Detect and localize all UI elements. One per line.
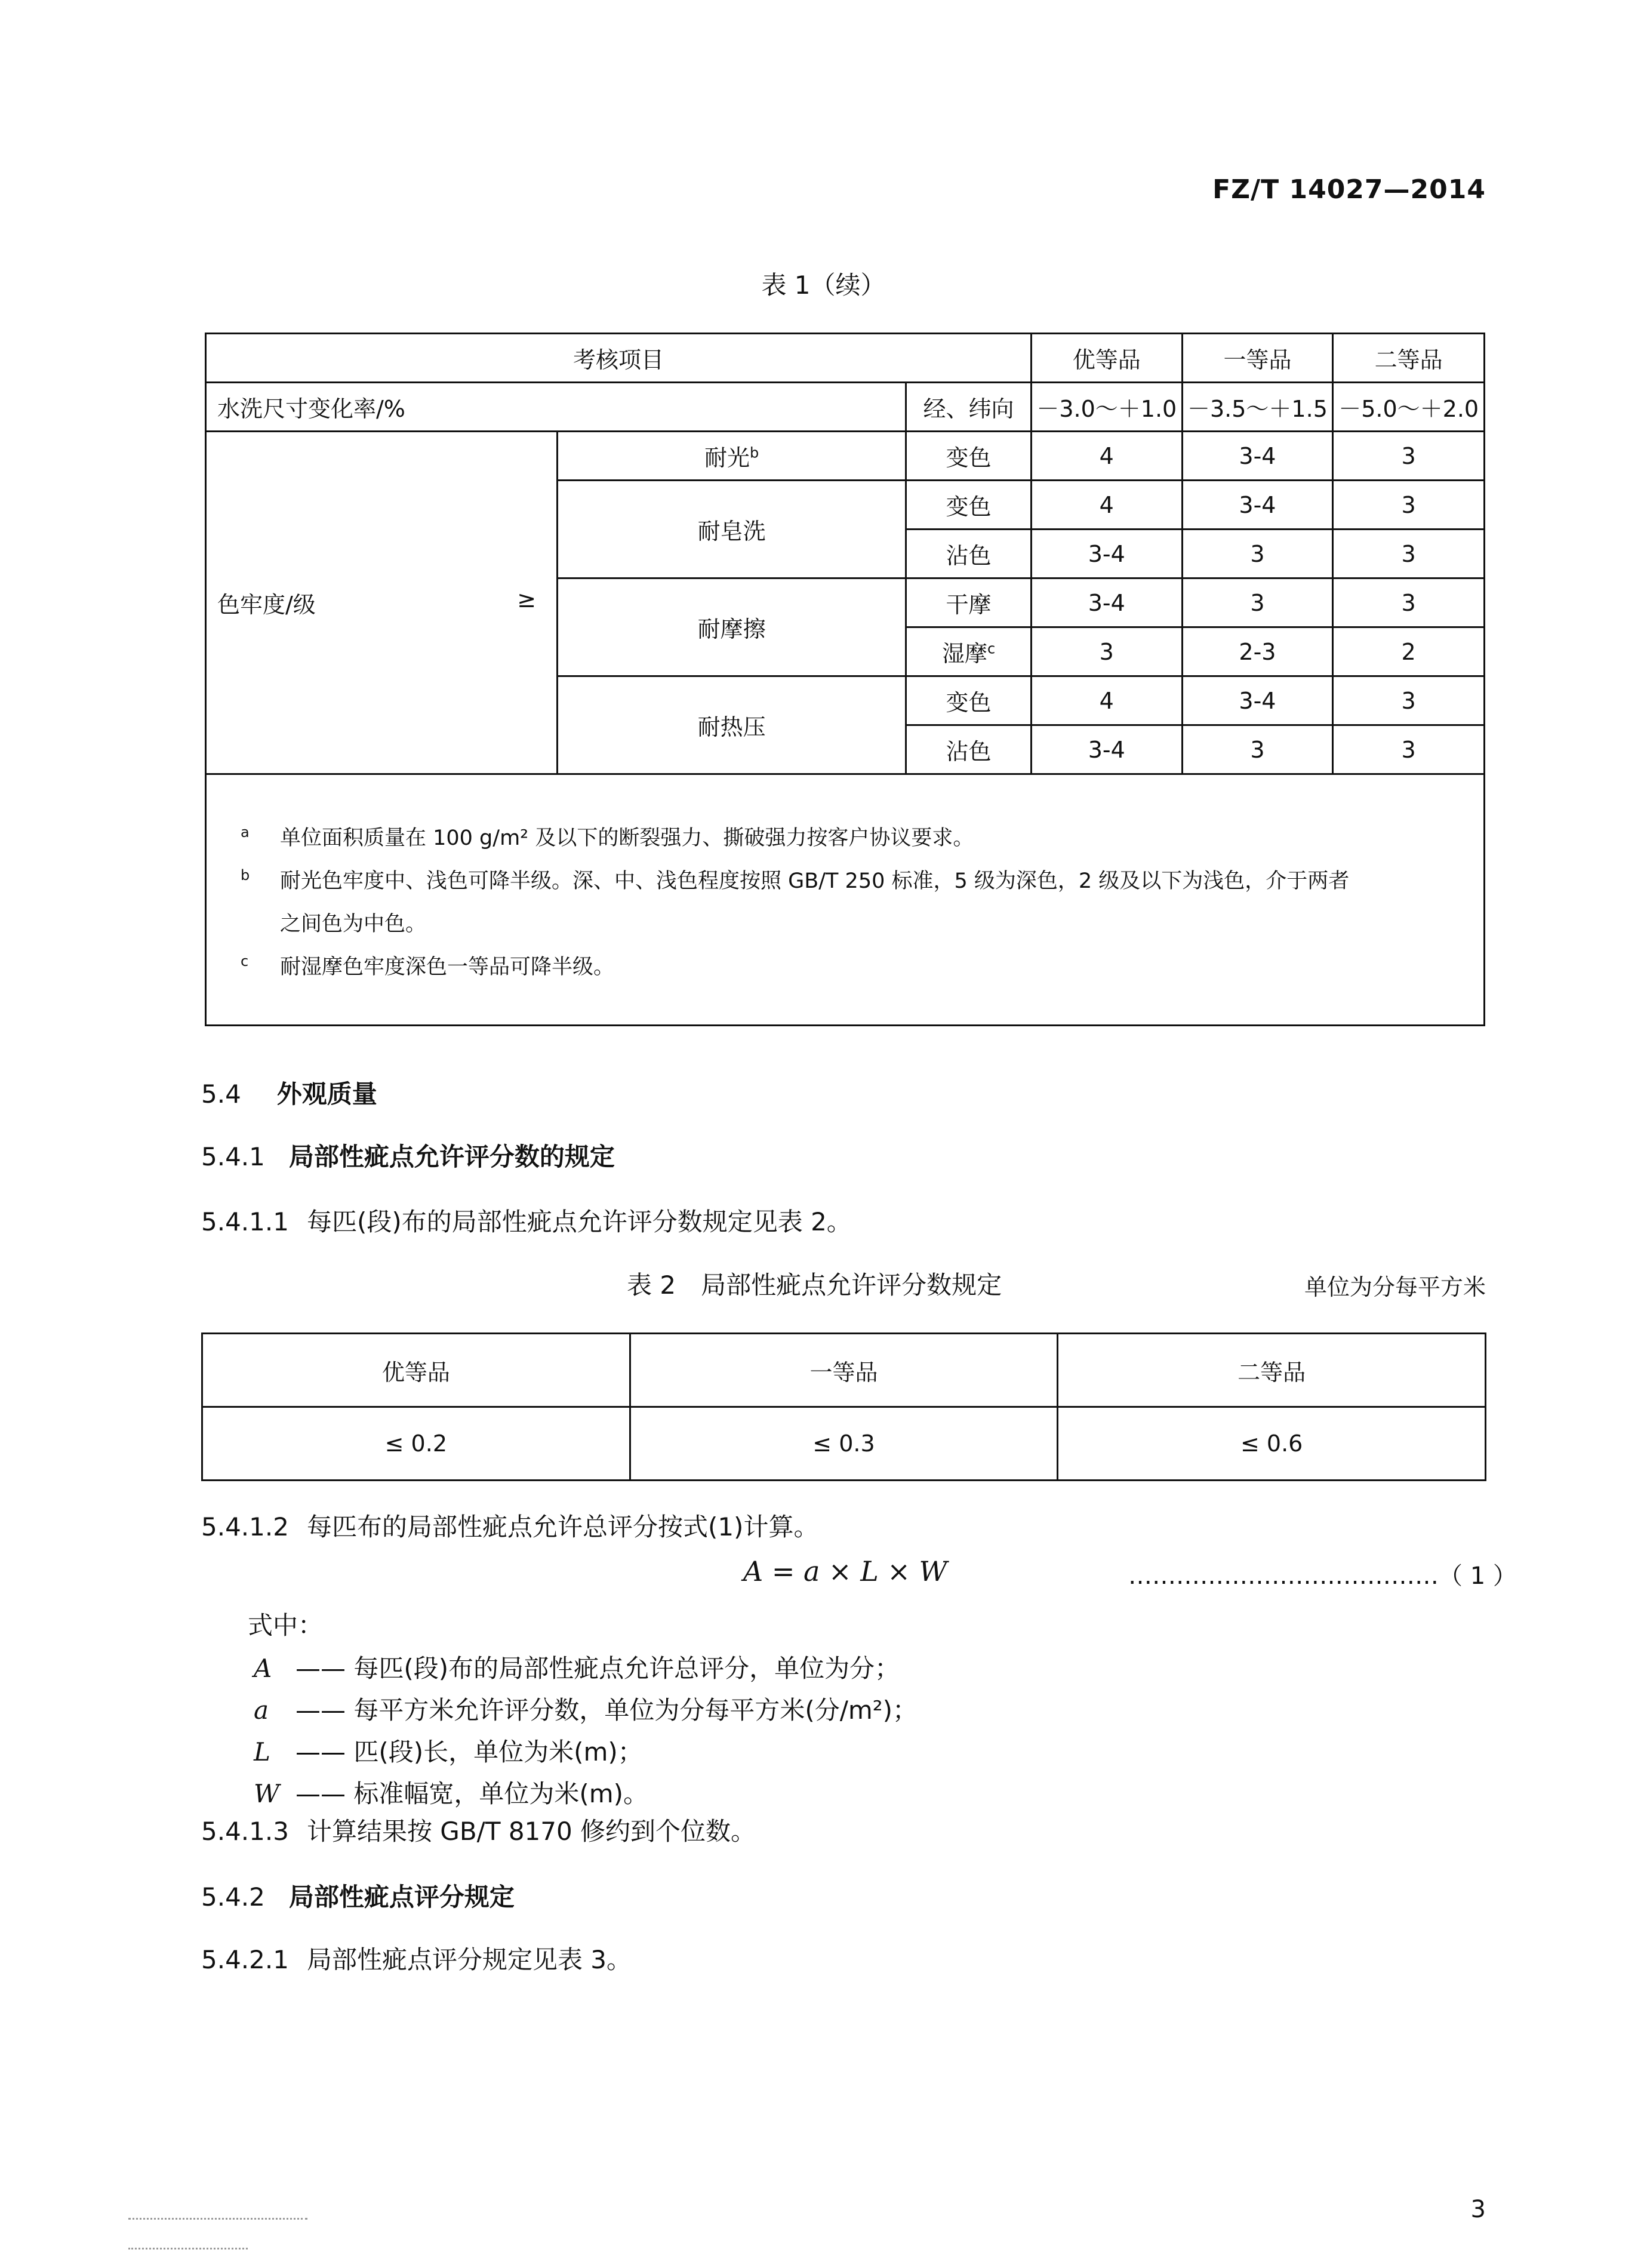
document-code: FZ/T 14027—2014 bbox=[1212, 174, 1486, 205]
def-A-symbol: A bbox=[254, 1654, 272, 1683]
rub-dry-g1: 3-4 bbox=[1031, 578, 1182, 627]
rub-dry-g2: 3 bbox=[1182, 578, 1333, 627]
header-grade-2: 一等品 bbox=[1182, 334, 1333, 383]
def-L-text: —— 匹(段)长，单位为米(m)； bbox=[295, 1737, 643, 1767]
hot-change-label: 变色 bbox=[906, 676, 1032, 725]
shrinkage-label: 水洗尺寸变化率/% bbox=[206, 383, 906, 432]
row-notes bbox=[206, 774, 1485, 1026]
table2 bbox=[201, 1333, 1486, 1481]
table2-unit: 单位为分每平方米 bbox=[1304, 1274, 1486, 1300]
table2-value-g2: ≤ 0.3 bbox=[630, 1407, 1058, 1481]
note-a-text: 单位面积质量在 100 g/m² 及以下的断裂强力、撕破强力按客户协议要求。 bbox=[280, 826, 974, 850]
footnote-b-mark: b bbox=[750, 444, 759, 461]
table2-header-g3: 二等品 bbox=[1058, 1334, 1486, 1407]
clause-5-4-1-3-num: 5.4.1.3 bbox=[201, 1817, 289, 1846]
hot-change-g1: 4 bbox=[1031, 676, 1182, 725]
note-a bbox=[241, 817, 1460, 860]
light-change-label: 变色 bbox=[906, 432, 1032, 481]
def-W-symbol: W bbox=[254, 1779, 280, 1808]
formula-definitions bbox=[254, 1648, 918, 1815]
shrinkage-g1: －3.0～＋1.0 bbox=[1031, 383, 1182, 432]
soap-change-g1: 4 bbox=[1031, 481, 1182, 530]
def-W-text: —— 标准幅宽，单位为米(m)。 bbox=[295, 1779, 649, 1808]
rub-label: 耐摩擦 bbox=[558, 578, 906, 676]
def-a bbox=[254, 1690, 918, 1731]
light-change-g2: 3-4 bbox=[1182, 432, 1333, 481]
fastness-label: 色牢度/级 bbox=[217, 592, 316, 618]
rub-wet-label: 湿摩$^c$ bbox=[906, 627, 1032, 676]
soap-change-label: 变色 bbox=[906, 481, 1032, 530]
row-shrinkage bbox=[206, 383, 1485, 432]
formula-1: A = a × L × W bbox=[743, 1555, 947, 1587]
shrinkage-g2: －3.5～＋1.5 bbox=[1182, 383, 1333, 432]
clause-5-4-1-2-text: 每匹布的局部性疵点允许总评分按式(1)计算。 bbox=[306, 1512, 819, 1541]
soap-stain-g2: 3 bbox=[1182, 530, 1333, 578]
def-A-text: —— 每匹(段)布的局部性疵点允许总评分，单位为分； bbox=[295, 1654, 900, 1683]
def-L bbox=[254, 1731, 918, 1773]
table1-notes bbox=[206, 774, 1485, 1026]
rub-wet-g1: 3 bbox=[1031, 627, 1182, 676]
formula-1-number: …………………………………（ 1 ） bbox=[1128, 1562, 1517, 1590]
table2-value-g1: ≤ 0.2 bbox=[202, 1407, 630, 1481]
hot-stain-g2: 3 bbox=[1182, 725, 1333, 774]
soap-label: 耐皂洗 bbox=[558, 481, 906, 578]
clause-5-4-1-2 bbox=[201, 1507, 818, 1543]
hot-stain-g3: 3 bbox=[1333, 725, 1485, 774]
soap-stain-label: 沾色 bbox=[906, 530, 1032, 578]
def-A bbox=[254, 1648, 918, 1690]
table2-header-g1: 优等品 bbox=[202, 1334, 630, 1407]
def-W bbox=[254, 1773, 918, 1815]
rub-wet-g2: 2-3 bbox=[1182, 627, 1333, 676]
table1 bbox=[205, 333, 1485, 1026]
soap-stain-g1: 3-4 bbox=[1031, 530, 1182, 578]
heading-5-4-1-num: 5.4.1 bbox=[201, 1142, 265, 1171]
note-c-text: 耐湿摩色牢度深色一等品可降半级。 bbox=[280, 955, 615, 979]
def-a-text: —— 每平方米允许评分数，单位为分每平方米(分/m²)； bbox=[295, 1695, 918, 1725]
scan-artifact-line-2 bbox=[128, 2248, 248, 2249]
clause-5-4-1-3-text: 计算结果按 GB/T 8170 修约到个位数。 bbox=[306, 1817, 756, 1846]
clause-5-4-2-1-text: 局部性疵点评分规定见表 3。 bbox=[306, 1945, 632, 1974]
heading-5-4 bbox=[201, 1075, 377, 1110]
fastness-label-cell bbox=[206, 432, 558, 774]
scan-artifact-line-1 bbox=[128, 2218, 307, 2220]
soap-change-g3: 3 bbox=[1333, 481, 1485, 530]
heading-5-4-2-title: 局部性疵点评分规定 bbox=[288, 1882, 515, 1912]
soap-stain-g3: 3 bbox=[1333, 530, 1485, 578]
table2-value-g3: ≤ 0.6 bbox=[1058, 1407, 1486, 1481]
hot-change-g3: 3 bbox=[1333, 676, 1485, 725]
formula-where: 式中： bbox=[248, 1611, 324, 1640]
row-light-change bbox=[206, 432, 1485, 481]
clause-5-4-2-1-num: 5.4.2.1 bbox=[201, 1945, 289, 1974]
heading-5-4-num: 5.4 bbox=[201, 1079, 241, 1109]
header-grade-3: 二等品 bbox=[1333, 334, 1485, 383]
heading-5-4-title: 外观质量 bbox=[276, 1079, 377, 1109]
note-c-mark: c bbox=[241, 953, 249, 970]
light-change-g3: 3 bbox=[1333, 432, 1485, 481]
table2-header-row bbox=[202, 1334, 1486, 1407]
table1-header-row bbox=[206, 334, 1485, 383]
fastness-ge-symbol: ≥ bbox=[517, 586, 537, 613]
page-number: 3 bbox=[1470, 2196, 1486, 2223]
table2-value-row bbox=[202, 1407, 1486, 1481]
clause-5-4-1-1-num: 5.4.1.1 bbox=[201, 1207, 289, 1236]
def-a-symbol: a bbox=[254, 1695, 269, 1725]
light-change-g1: 4 bbox=[1031, 432, 1182, 481]
soap-change-g2: 3-4 bbox=[1182, 481, 1333, 530]
heading-5-4-1-title: 局部性疵点允许评分数的规定 bbox=[288, 1142, 615, 1171]
note-b-text-2: 之间色为中色。 bbox=[280, 912, 427, 936]
hot-stain-label: 沾色 bbox=[906, 725, 1032, 774]
clause-5-4-1-2-num: 5.4.1.2 bbox=[201, 1512, 289, 1541]
heading-5-4-2 bbox=[201, 1878, 515, 1913]
note-b-mark: b bbox=[241, 867, 250, 884]
header-grade-1: 优等品 bbox=[1031, 334, 1182, 383]
note-b bbox=[241, 860, 1460, 946]
light-label: 耐光$^b$ bbox=[558, 432, 906, 481]
def-L-symbol: L bbox=[254, 1737, 270, 1767]
note-a-mark: a bbox=[241, 824, 250, 841]
clause-5-4-1-1-text: 每匹(段)布的局部性疵点允许评分数规定见表 2。 bbox=[306, 1207, 852, 1236]
hot-stain-g1: 3-4 bbox=[1031, 725, 1182, 774]
rub-dry-g3: 3 bbox=[1333, 578, 1485, 627]
table2-header-g2: 一等品 bbox=[630, 1334, 1058, 1407]
rub-dry-label: 干摩 bbox=[906, 578, 1032, 627]
clause-5-4-1-1 bbox=[201, 1202, 852, 1238]
note-b-text-1: 耐光色牢度中、浅色可降半级。深、中、浅色程度按照 GB/T 250 标准，5 级为深色，2 级及以下为浅色，介于两者 bbox=[280, 869, 1350, 893]
table2-caption: 表 2 局部性疵点允许评分数规定 bbox=[627, 1270, 1002, 1300]
header-item: 考核项目 bbox=[206, 334, 1032, 383]
table1-caption: 表 1（续） bbox=[761, 270, 886, 300]
clause-5-4-2-1 bbox=[201, 1940, 632, 1976]
shrinkage-direction: 经、纬向 bbox=[906, 383, 1032, 432]
note-c bbox=[241, 946, 1460, 989]
footnote-c-mark: c bbox=[987, 640, 996, 657]
rub-wet-g3: 2 bbox=[1333, 627, 1485, 676]
hot-label: 耐热压 bbox=[558, 676, 906, 774]
shrinkage-g3: －5.0～＋2.0 bbox=[1333, 383, 1485, 432]
heading-5-4-2-num: 5.4.2 bbox=[201, 1882, 265, 1912]
heading-5-4-1 bbox=[201, 1137, 615, 1173]
hot-change-g2: 3-4 bbox=[1182, 676, 1333, 725]
clause-5-4-1-3 bbox=[201, 1812, 756, 1848]
